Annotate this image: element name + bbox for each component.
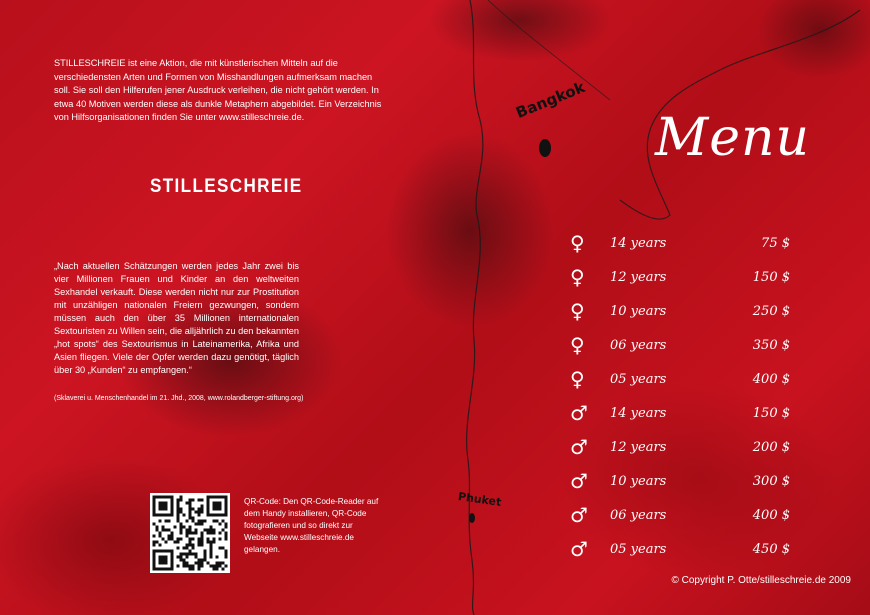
menu-item-age: 06 years bbox=[610, 338, 667, 353]
qr-instructions: QR-Code: Den QR-Code-Reader auf dem Handy installieren, QR-Code fotografieren und so direkt zur Webseite www.stilleschreie.de gelangen. bbox=[244, 497, 379, 554]
female-symbol-icon: ♀ bbox=[570, 299, 585, 323]
menu-item-price: 75 $ bbox=[761, 236, 790, 251]
menu-item-age: 12 years bbox=[610, 270, 667, 285]
menu-item-price: 400 $ bbox=[752, 508, 790, 523]
menu-item bbox=[560, 265, 800, 299]
quote-paragraph: „Nach aktuellen Schätzungen werden jedes Jahr zwei bis vier Millionen Frauen und Kinder an den weltweiten Sexhandel verkauft. Diese werden nicht nur zur Prostitution mit unzähligen nationalen Freiern gezwungen, sondern müssen auch den über 35 Millionen internationalen Sextouristen zu Willen sein, die alljährlich zu den bekannten „hot spots“ des Sextourismus in Lateinamerika, Afrika und Asien fliegen. Viele der Opfer werden dazu genötigt, täglich über 30 „Kunden“ zu empfangen.“ bbox=[54, 261, 299, 375]
menu-item bbox=[560, 299, 800, 333]
female-symbol-icon: ♀ bbox=[570, 367, 585, 391]
menu-list bbox=[560, 231, 800, 571]
menu-item-price: 300 $ bbox=[752, 474, 790, 489]
city-marker-phuket bbox=[469, 513, 475, 523]
female-symbol-icon: ♀ bbox=[570, 265, 585, 289]
copyright-notice: © Copyright P. Otte/stilleschreie.de 2009 bbox=[671, 575, 851, 586]
menu-item-price: 350 $ bbox=[752, 338, 790, 353]
menu-item-age: 14 years bbox=[610, 236, 667, 251]
menu-item bbox=[560, 333, 800, 367]
menu-item-price: 150 $ bbox=[752, 406, 790, 421]
menu-item bbox=[560, 367, 800, 401]
quote-source: (Sklaverei u. Menschenhandel im 21. Jhd., 2008, www.rolandberger-stiftung.org) bbox=[54, 395, 304, 402]
menu-item bbox=[560, 537, 800, 571]
menu-item-age: 10 years bbox=[610, 474, 667, 489]
menu-item-age: 14 years bbox=[610, 406, 667, 421]
qr-code[interactable] bbox=[150, 493, 230, 573]
menu-item-price: 450 $ bbox=[752, 542, 790, 557]
menu-item-age: 12 years bbox=[610, 440, 667, 455]
male-symbol-icon: ♂ bbox=[570, 401, 588, 425]
menu-item-price: 200 $ bbox=[752, 440, 790, 455]
menu-title: Menu bbox=[655, 108, 810, 168]
menu-item-price: 250 $ bbox=[752, 304, 790, 319]
male-symbol-icon: ♂ bbox=[570, 435, 588, 459]
city-marker-bangkok bbox=[539, 139, 551, 157]
menu-item-price: 150 $ bbox=[752, 270, 790, 285]
brand-heading: STILLESCHREIE bbox=[150, 176, 303, 197]
menu-item-age: 06 years bbox=[610, 508, 667, 523]
menu-item-price: 400 $ bbox=[752, 372, 790, 387]
qr-code-image bbox=[150, 493, 230, 573]
menu-item-age: 10 years bbox=[610, 304, 667, 319]
menu-item bbox=[560, 503, 800, 537]
menu-item-age: 05 years bbox=[610, 372, 667, 387]
menu-item bbox=[560, 231, 800, 265]
city-label-phuket: Phuket bbox=[457, 490, 503, 509]
female-symbol-icon: ♀ bbox=[570, 231, 585, 255]
male-symbol-icon: ♂ bbox=[570, 537, 588, 561]
female-symbol-icon: ♀ bbox=[570, 333, 585, 357]
male-symbol-icon: ♂ bbox=[570, 503, 588, 527]
male-symbol-icon: ♂ bbox=[570, 469, 588, 493]
menu-item bbox=[560, 435, 800, 469]
city-label-bangkok: Bangkok bbox=[513, 78, 588, 122]
menu-item bbox=[560, 469, 800, 503]
menu-item bbox=[560, 401, 800, 435]
intro-paragraph: STILLESCHREIE ist eine Aktion, die mit künstlerischen Mitteln auf die verschiedensten Arten und Formen von Misshandlungen aufmerksam machen soll. Sie soll den Hilferufen jener Ausdruck verleihen, die nicht gehört werden. In etwa 40 Motiven werden diese als dunkle Metaphern abgebildet. Ein Verzeichnis von Hilfsorganisationen finden Sie unter www.stilleschreie.de. bbox=[54, 58, 382, 122]
menu-item-age: 05 years bbox=[610, 542, 667, 557]
